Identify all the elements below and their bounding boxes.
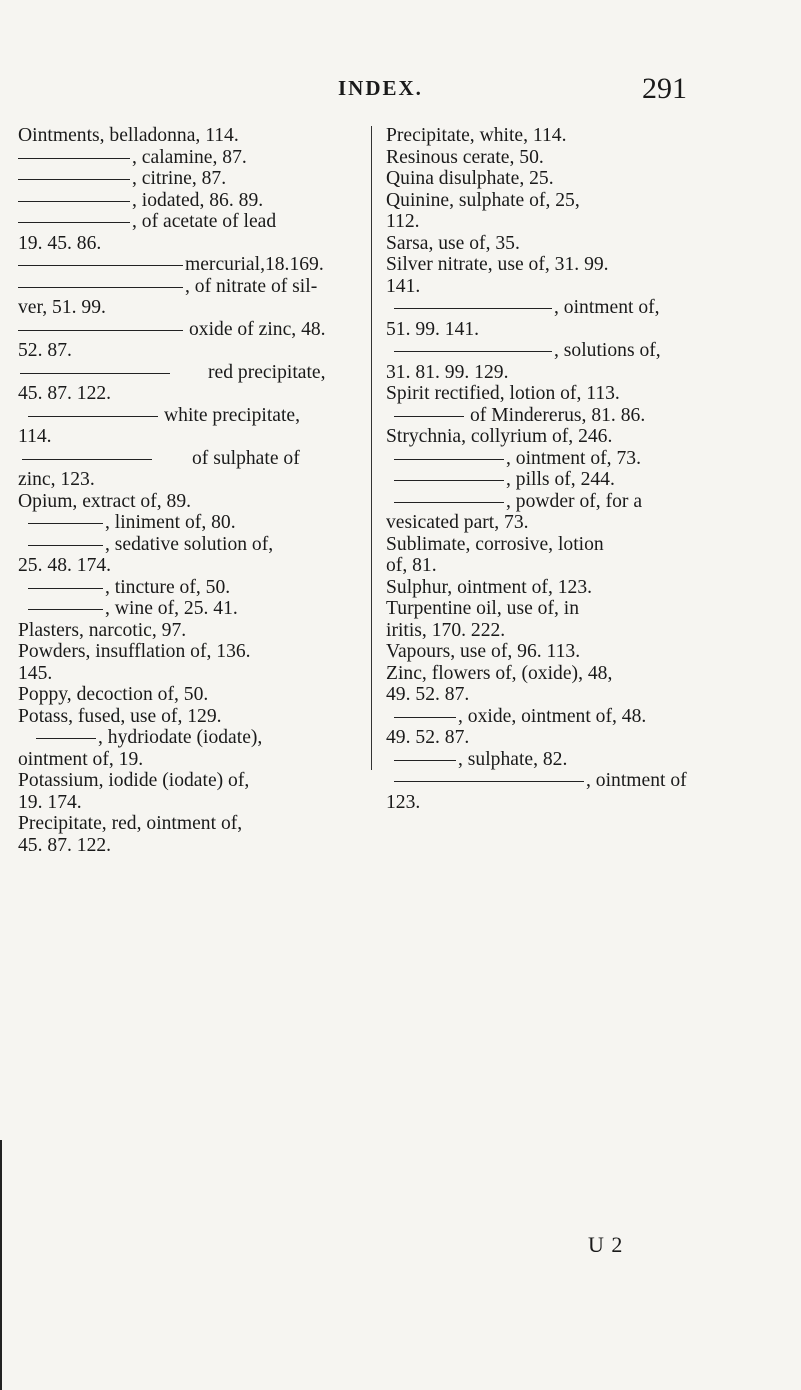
index-entry: Sarsa, use of, 35.: [386, 232, 520, 254]
index-entry: , iodated, 86. 89.: [18, 190, 362, 212]
index-entry: Precipitate, red, ointment of,: [18, 813, 243, 834]
running-head: INDEX.: [338, 76, 423, 100]
index-entry-continuation: 45. 87. 122.: [18, 383, 112, 404]
index-entry: , pills of, 244.: [386, 469, 724, 491]
index-entry: , liniment of, 80.: [18, 512, 362, 534]
index-entry: , tincture of, 50.: [18, 577, 362, 599]
index-entry: , powder of, for a: [386, 491, 724, 513]
index-entry-continuation: 123.: [386, 791, 421, 813]
index-entry: Opium, extract of, 89.: [18, 490, 192, 512]
index-entry: of Mindererus, 81. 86.: [386, 405, 724, 427]
index-entry: red precipitate,: [18, 362, 362, 384]
index-entry-continuation: 52. 87.: [18, 340, 72, 361]
index-entry: Turpentine oil, use of, in: [386, 598, 580, 619]
index-entry: , citrine, 87.: [18, 168, 362, 190]
index-entry: , of acetate of lead: [18, 211, 362, 233]
index-entry: , oxide, ointment of, 48.: [386, 706, 724, 728]
page-header: [0, 72, 801, 112]
index-entry-continuation: iritis, 170. 222.: [386, 619, 506, 641]
index-entry: Plasters, narcotic, 97.: [18, 619, 187, 641]
index-entry-continuation: 51. 99. 141.: [386, 318, 480, 340]
index-entry-continuation: 25. 48. 174.: [18, 555, 112, 576]
index-entry-continuation: 112.: [386, 211, 420, 232]
index-entry: , wine of, 25. 41.: [18, 598, 362, 620]
index-entry-continuation: 49. 52. 87.: [386, 684, 470, 705]
index-entry: Zinc, flowers of, (oxide), 48,: [386, 662, 613, 684]
index-entry: Powders, insufflation of, 136.: [18, 641, 251, 662]
index-entry: oxide of zinc, 48.: [18, 319, 362, 341]
index-entry: Quina disulphate, 25.: [386, 168, 554, 189]
index-column-left: [18, 125, 362, 856]
index-entry: , solutions of,: [386, 340, 724, 362]
index-entry-continuation: 49. 52. 87.: [386, 727, 470, 748]
index-entry-continuation: zinc, 123.: [18, 469, 95, 490]
index-entry: Vapours, use of, 96. 113.: [386, 641, 581, 662]
index-entry: , ointment of, 73.: [386, 448, 724, 470]
index-entry: Strychnia, collyrium of, 246.: [386, 426, 613, 447]
index-entry: of sulphate of: [18, 448, 362, 470]
index-entry-continuation: vesicated part, 73.: [386, 512, 529, 533]
index-entry-continuation: 19. 174.: [18, 791, 82, 813]
page-number: 291: [642, 72, 687, 105]
index-entry: , ointment of,: [386, 297, 724, 319]
index-entry: Potassium, iodide (iodate) of,: [18, 770, 250, 791]
index-entry-continuation: of, 81.: [386, 555, 437, 576]
index-entry-continuation: 45. 87. 122.: [18, 834, 112, 856]
index-entry: , ointment of: [386, 770, 724, 792]
index-entry: , calamine, 87.: [18, 147, 362, 169]
index-entry: , sedative solution of,: [18, 534, 362, 556]
index-entry: , sulphate, 82.: [386, 749, 724, 771]
signature-mark: U 2: [588, 1232, 624, 1257]
index-entry: Spirit rectified, lotion of, 113.: [386, 383, 620, 404]
index-entry-continuation: ver, 51. 99.: [18, 297, 106, 318]
page-edge-line: [0, 1140, 2, 1390]
index-column-right: [386, 125, 724, 813]
index-entry: white precipitate,: [18, 405, 362, 427]
index-entry-continuation: ointment of, 19.: [18, 748, 144, 770]
index-entry: Precipitate, white, 114.: [386, 125, 567, 146]
index-entry-continuation: 114.: [18, 426, 52, 447]
index-entry-continuation: 31. 81. 99. 129.: [386, 361, 509, 383]
index-entry-continuation: 145.: [18, 662, 53, 684]
index-entry: Potass, fused, use of, 129.: [18, 705, 222, 727]
index-entry: Sublimate, corrosive, lotion: [386, 533, 604, 555]
index-entry: , of nitrate of sil-: [18, 276, 362, 298]
index-entry: mercurial,18.169.: [18, 254, 362, 276]
index-entry: , hydriodate (iodate),: [18, 727, 362, 749]
index-entry-continuation: 19. 45. 86.: [18, 232, 102, 254]
index-entry: Ointments, belladonna, 114.: [18, 125, 239, 146]
index-entry: Resinous cerate, 50.: [386, 146, 544, 168]
index-entry: Poppy, decoction of, 50.: [18, 684, 209, 705]
index-entry: Sulphur, ointment of, 123.: [386, 576, 593, 598]
index-entry: Quinine, sulphate of, 25,: [386, 189, 580, 211]
index-entry: Silver nitrate, use of, 31. 99.: [386, 254, 609, 275]
column-divider: [371, 126, 372, 770]
index-entry-continuation: 141.: [386, 275, 421, 297]
